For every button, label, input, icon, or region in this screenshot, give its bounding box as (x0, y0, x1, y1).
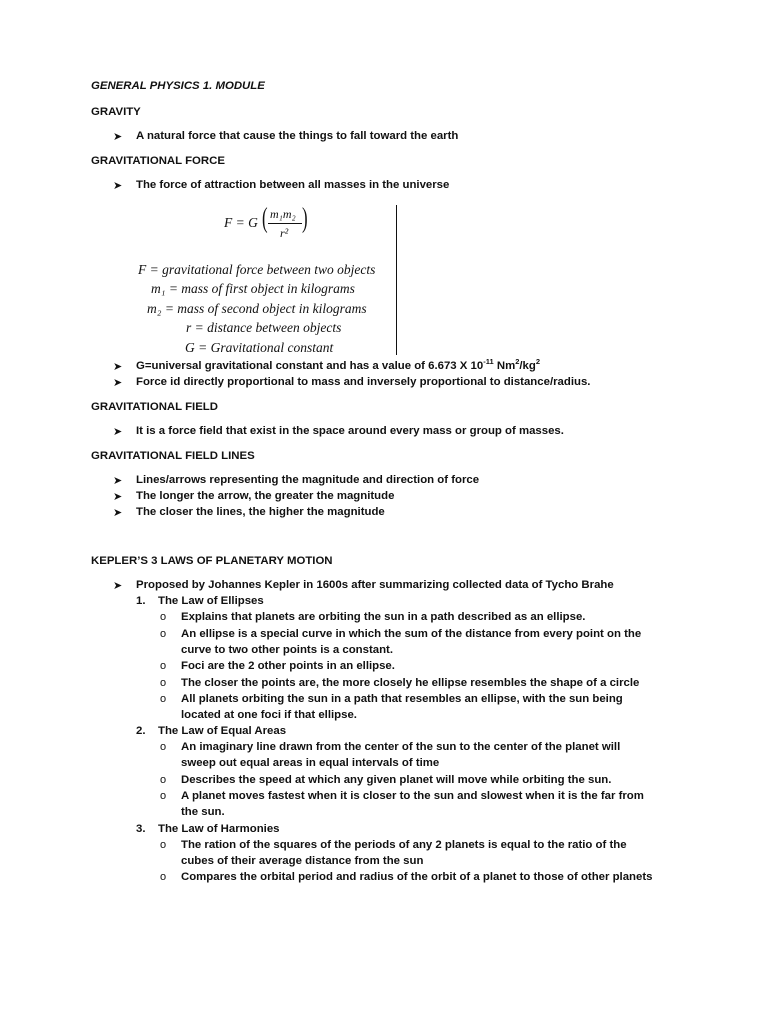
heading-gravity: GRAVITY (91, 106, 141, 118)
arrowhead-bullet-icon: ➤ (113, 361, 123, 373)
arrowhead-bullet-icon: ➤ (113, 377, 123, 389)
arrowhead-bullet-icon: ➤ (113, 491, 123, 503)
arrowhead-bullet-icon: ➤ (113, 426, 123, 438)
law-name: The Law of Harmonies (158, 823, 280, 835)
circle-bullet-icon: o (160, 693, 167, 705)
definition-line: m₁ = mass of first object in kilograms (151, 281, 355, 296)
sub-bullet-text: The ration of the squares of the periods of any 2 planets is equal to the ratio of the (181, 839, 627, 851)
circle-bullet-icon: o (160, 677, 167, 689)
circle-bullet-icon: o (160, 660, 167, 672)
bullet-text: A natural force that cause the things to fall toward the earth (136, 130, 459, 142)
law-number: 3. (136, 823, 146, 835)
sub-bullet-text: located at one foci if that ellipse. (181, 709, 357, 721)
bullet-text: Lines/arrows representing the magnitude and direction of force (136, 474, 480, 486)
formula-lhs: F = G (224, 215, 258, 230)
sub-bullet-text: A planet moves fastest when it is closer to the sun and slowest when it is the far from (181, 790, 644, 802)
formula-numerator: m₁m₂ (270, 207, 296, 221)
circle-bullet-icon: o (160, 790, 167, 802)
sub-bullet-text: An ellipse is a special curve in which the sum of the distance from every point on the (181, 628, 642, 640)
sub-bullet-text: Compares the orbital period and radius of the orbit of a planet to those of other planets (181, 871, 653, 883)
sub-bullet-text: Explains that planets are orbiting the sun in a path described as an ellipse. (181, 611, 586, 623)
bullet-text: Force id directly proportional to mass and inversely proportional to distance/radius. (136, 376, 591, 388)
law-name: The Law of Ellipses (158, 595, 264, 607)
definition-line: r = distance between objects (186, 320, 342, 335)
definition-line: F = gravitational force between two objects (138, 262, 376, 277)
bullet-text: The closer the lines, the higher the magnitude (136, 506, 385, 518)
heading-kepler: KEPLER’S 3 LAWS OF PLANETARY MOTION (91, 555, 333, 567)
circle-bullet-icon: o (160, 628, 167, 640)
bullet-text: Proposed by Johannes Kepler in 1600s after summarizing collected data of Tycho Brahe (136, 579, 614, 591)
arrowhead-bullet-icon: ➤ (113, 180, 123, 192)
arrowhead-bullet-icon: ➤ (113, 580, 123, 592)
heading-gravitational-force: GRAVITATIONAL FORCE (91, 155, 225, 167)
law-number: 2. (136, 725, 146, 737)
formula-denominator: r² (280, 226, 289, 240)
sub-bullet-text: Describes the speed at which any given planet will move while orbiting the sun. (181, 774, 612, 786)
fraction-bar (268, 223, 302, 224)
bullet-text: The force of attraction between all masses in the universe (136, 179, 450, 191)
circle-bullet-icon: o (160, 871, 167, 883)
right-paren: ) (302, 203, 308, 234)
arrowhead-bullet-icon: ➤ (113, 131, 123, 143)
sub-bullet-text: The closer the points are, the more closely he ellipse resembles the shape of a circle (181, 677, 640, 689)
circle-bullet-icon: o (160, 774, 167, 786)
law-number: 1. (136, 595, 146, 607)
arrowhead-bullet-icon: ➤ (113, 475, 123, 487)
definition-line: m₂ = mass of second object in kilograms (147, 301, 367, 316)
heading-gravitational-field: GRAVITATIONAL FIELD (91, 401, 218, 413)
left-paren: ( (262, 203, 268, 234)
sub-bullet-text: All planets orbiting the sun in a path that resembles an ellipse, with the sun being (181, 693, 623, 705)
page-title: GENERAL PHYSICS 1. MODULE (91, 80, 265, 92)
sub-bullet-text: the sun. (181, 806, 225, 818)
sub-bullet-text: sweep out equal areas in equal intervals of time (181, 757, 440, 769)
law-name: The Law of Equal Areas (158, 725, 287, 737)
arrowhead-bullet-icon: ➤ (113, 507, 123, 519)
sub-bullet-text: curve to two other points is a constant. (181, 644, 394, 656)
definition-line: G = Gravitational constant (185, 340, 334, 355)
circle-bullet-icon: o (160, 741, 167, 753)
sub-bullet-text: cubes of their average distance from the sun (181, 855, 424, 867)
vertical-divider (396, 205, 397, 355)
sub-bullet-text: An imaginary line drawn from the center of the sun to the center of the planet will (181, 741, 621, 753)
bullet-text: The longer the arrow, the greater the magnitude (136, 490, 395, 502)
bullet-text: It is a force field that exist in the space around every mass or group of masses. (136, 425, 564, 437)
sub-bullet-text: Foci are the 2 other points in an ellipse. (181, 660, 395, 672)
bullet-text: G=universal gravitational constant and has a value of 6.673 X $10^{-11}$ $Nm^2/kg^2$ (136, 357, 541, 372)
circle-bullet-icon: o (160, 611, 167, 623)
heading-field-lines: GRAVITATIONAL FIELD LINES (91, 450, 255, 462)
circle-bullet-icon: o (160, 839, 167, 851)
